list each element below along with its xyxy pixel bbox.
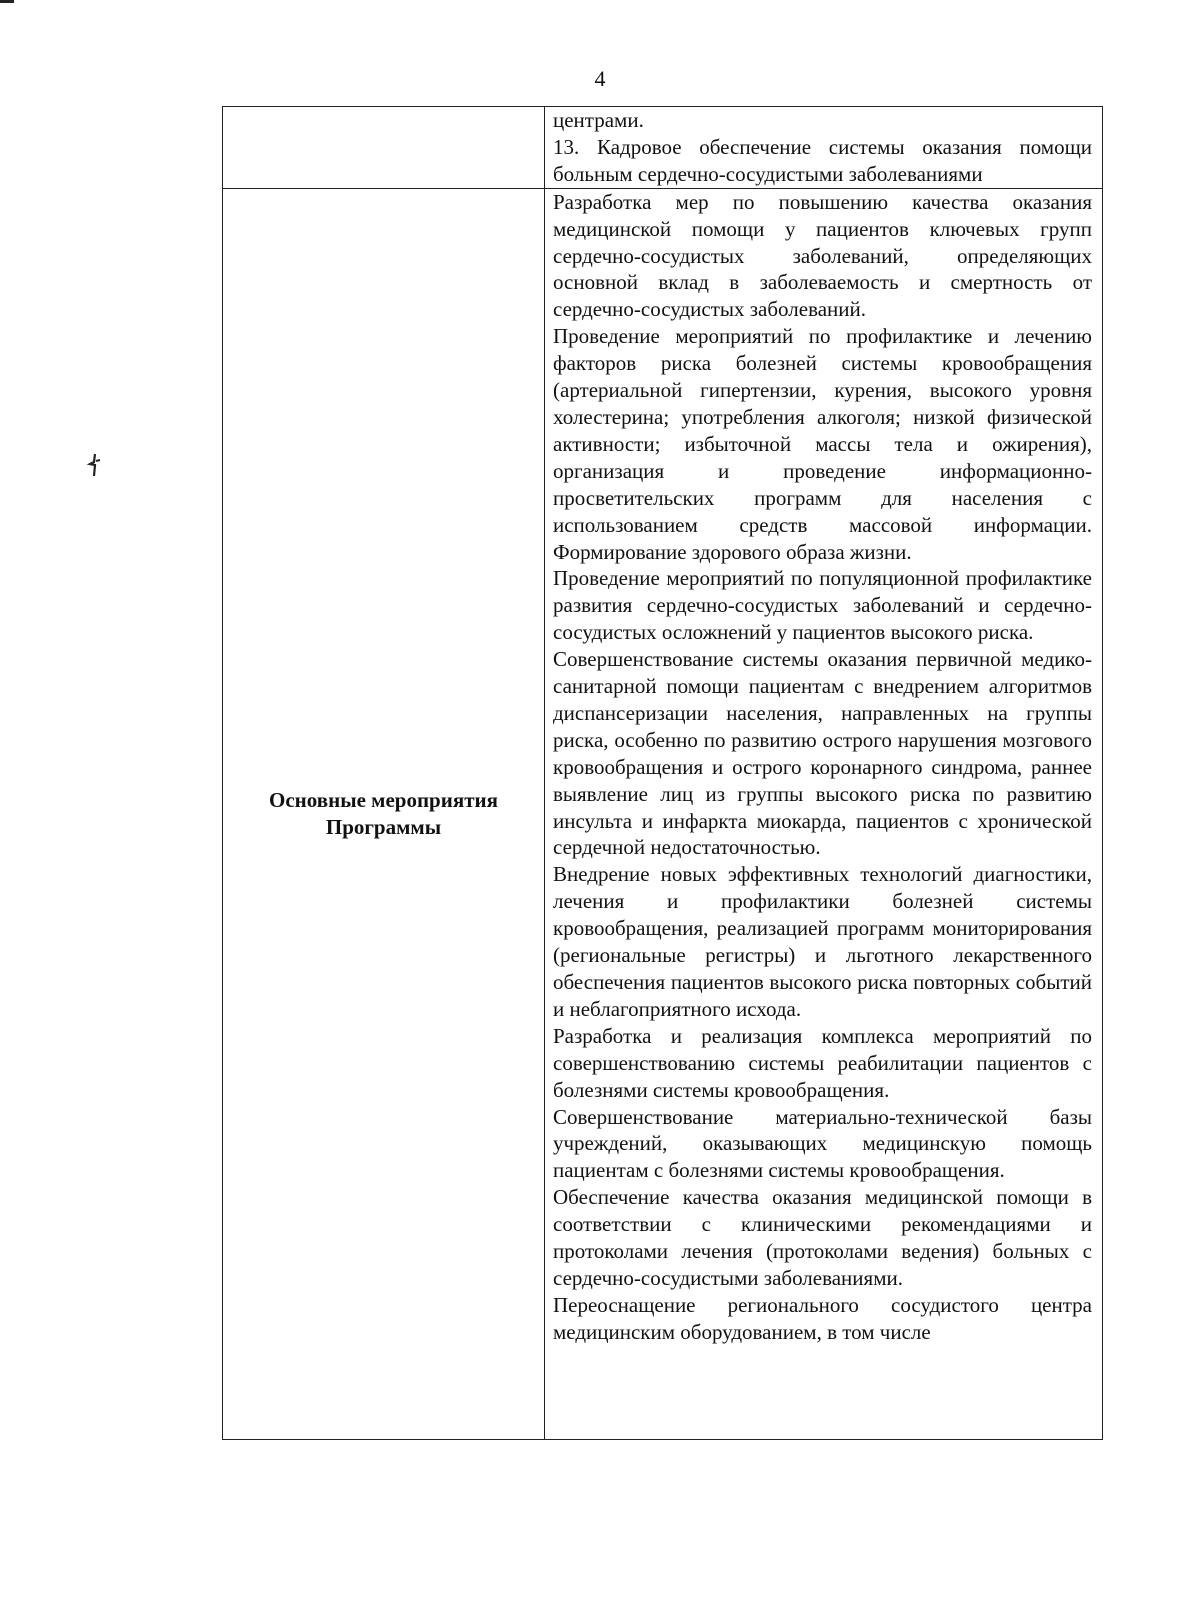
page-number: 4: [594, 66, 606, 91]
row-label-main-activities: Основные мероприятия Программы: [223, 188, 545, 1439]
paragraph: 13. Кадровое обеспечение системы оказания помощи больным сердечно-сосудистыми заболеваниями: [553, 134, 1092, 186]
paragraph: Совершенствование системы оказания первичной медико-санитарной помощи пациентам с внедрением алгоритмов диспансеризации населения, направленных на группы риска, особенно по развитию острого нарушения мозгового кровообращения и острого коронарного синдрома, раннее выявление лиц из группы высокого риска по развитию инсульта и инфаркта миокарда, пациентов с хронической сердечной недостаточностью.: [553, 647, 1092, 860]
paragraph: Совершенствование материально-технической базы учреждений, оказывающих медицинскую помощь пациентам с болезнями системы кровообращения.: [553, 1104, 1092, 1183]
paragraph: Разработка и реализация комплекса мероприятий по совершенствованию системы реабилитации пациентов с болезнями системы кровообращения.: [553, 1023, 1092, 1102]
paragraph: Внедрение новых эффективных технологий диагностики, лечения и профилактики болезней системы кровообращения, реализацией программ мониторирования (региональные регистры) и льготного лекарственного обеспечения пациентов высокого риска повторных событий и неблагоприятного исхода.: [553, 862, 1092, 1021]
paragraph: Переоснащение регионального сосудистого центра медицинским оборудованием, в том числе: [553, 1292, 1092, 1344]
table-row: [223, 188, 1103, 1439]
table-row: [223, 107, 1103, 189]
paragraph: Проведение мероприятий по популяционной профилактике развития сердечно-сосудистых заболеваний и сердечно-сосудистых осложнений у пациентов высокого риска.: [553, 566, 1092, 645]
paragraph: Обеспечение качества оказания медицинской помощи в соответствии с клиническими рекомендациями и протоколами лечения (протоколами ведения) больных с сердечно-сосудистыми заболеваниями.: [553, 1185, 1092, 1290]
paragraph: Разработка мер по повышению качества оказания медицинской помощи у пациентов ключевых групп сердечно-сосудистых заболеваний, определяющих основной вклад в заболеваемость и смертность от сердечно-сосудистых заболеваний.: [553, 189, 1092, 322]
row-label-empty: [223, 107, 545, 189]
program-table: [222, 106, 1103, 1440]
scan-artifact-mark: [86, 452, 104, 478]
row-content: [545, 107, 1103, 189]
paragraph: центрами.: [553, 108, 644, 132]
row-content: [545, 188, 1103, 1439]
scan-corner-mark: [0, 0, 14, 3]
paragraph: Проведение мероприятий по профилактике и лечению факторов риска болезней системы кровообращения (артериальной гипертензии, курения, высокого уровня холестерина; употребления алкоголя; низкой физической активности; избыточной массы тела и ожирения), организация и проведение информационно-просветительских программ для населения с использованием средств массовой информации. Формирование здорового образа жизни.: [553, 324, 1092, 564]
